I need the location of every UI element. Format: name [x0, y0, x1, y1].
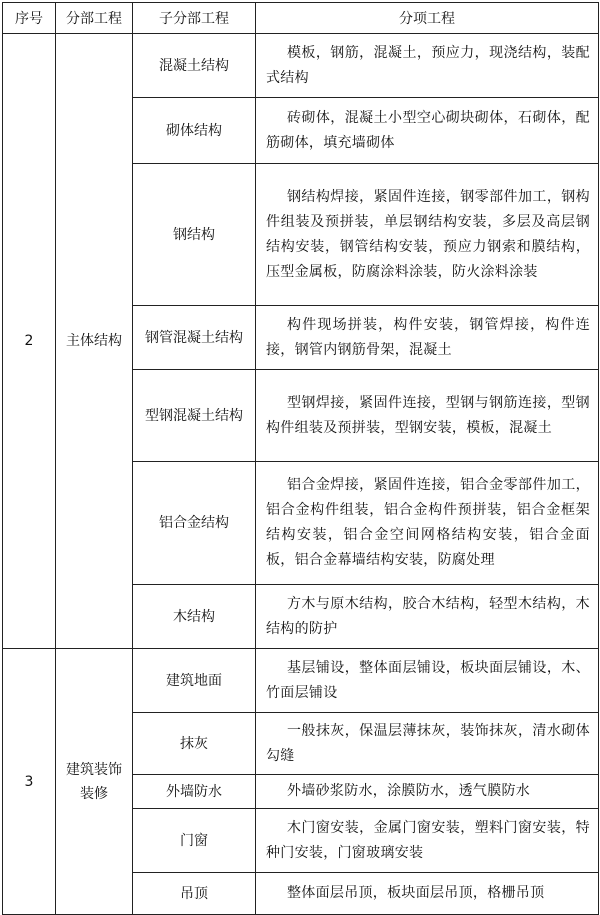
subdivision-cell: 型钢混凝土结构 — [133, 370, 256, 462]
table-row — [3, 649, 599, 713]
item-cell — [256, 873, 599, 915]
item-text: 钢结构焊接，紧固件连接，钢零部件加工，钢构件组装及预拼装，单层钢结构安装，多层及高层钢结构安装，钢管结构安装，预应力钢索和膜结构，压型金属板，防腐涂料涂装，防火涂料涂装 — [266, 188, 590, 280]
item-cell — [256, 713, 599, 775]
item-text: 砖砌体，混凝土小型空心砌块砌体，石砌体，配筋砌体，填充墙砌体 — [266, 109, 590, 151]
subdivision-cell: 外墙防水 — [133, 775, 256, 809]
item-text: 整体面层吊顶，板块面层吊顶，格栅吊顶 — [287, 885, 545, 901]
item-cell — [256, 98, 599, 164]
header-item: 分项工程 — [256, 3, 599, 34]
item-cell — [256, 775, 599, 809]
item-cell — [256, 34, 599, 98]
item-cell — [256, 462, 599, 585]
serial-number-cell: 2 — [3, 34, 56, 649]
subdivision-cell: 建筑地面 — [133, 649, 256, 713]
subdivision-cell: 吊顶 — [133, 873, 256, 915]
item-cell — [256, 164, 599, 306]
item-text: 型钢焊接，紧固件连接，型钢与钢筋连接，型钢构件组装及预拼装，型钢安装，模板，混凝土 — [266, 394, 590, 436]
subdivision-cell: 铝合金结构 — [133, 462, 256, 585]
item-cell — [256, 585, 599, 649]
item-text: 模板，钢筋，混凝土，预应力，现浇结构，装配式结构 — [266, 44, 590, 86]
item-text: 外墙砂浆防水，涂膜防水，透气膜防水 — [287, 783, 531, 799]
item-text: 方木与原木结构，胶合木结构，轻型木结构，木结构的防护 — [266, 595, 590, 637]
subdivision-cell: 钢管混凝土结构 — [133, 306, 256, 370]
item-cell — [256, 306, 599, 370]
engineering-division-table — [2, 2, 599, 915]
subdivision-cell: 砌体结构 — [133, 98, 256, 164]
subdivision-cell: 混凝土结构 — [133, 34, 256, 98]
header-serial-number: 序号 — [3, 3, 56, 34]
item-cell — [256, 649, 599, 713]
division-cell: 主体结构 — [56, 34, 133, 649]
subdivision-cell: 木结构 — [133, 585, 256, 649]
subdivision-cell: 钢结构 — [133, 164, 256, 306]
item-cell — [256, 370, 599, 462]
item-text: 木门窗安装，金属门窗安装，塑料门窗安装，特种门安装，门窗玻璃安装 — [266, 819, 590, 861]
item-text: 基层铺设，整体面层铺设，板块面层铺设，木、竹面层铺设 — [266, 659, 590, 701]
item-cell — [256, 809, 599, 873]
item-text: 铝合金焊接，紧固件连接，铝合金零部件加工，铝合金构件组装，铝合金构件预拼装，铝合金框架结构安装，铝合金空间网格结构安装，铝合金面板，铝合金幕墙结构安装，防腐处理 — [266, 477, 590, 568]
subdivision-cell: 门窗 — [133, 809, 256, 873]
subdivision-cell: 抹灰 — [133, 713, 256, 775]
header-subdivision: 子分部工程 — [133, 3, 256, 34]
header-division: 分部工程 — [56, 3, 133, 34]
division-cell: 建筑装饰装修 — [56, 649, 133, 915]
serial-number-cell: 3 — [3, 649, 56, 915]
table-row — [3, 34, 599, 98]
header-row — [3, 3, 599, 34]
item-text: 一般抹灰，保温层薄抹灰，装饰抹灰，清水砌体勾缝 — [266, 722, 590, 764]
item-text: 构件现场拼装，构件安装，钢管焊接，构件连接，钢管内钢筋骨架，混凝土 — [266, 316, 590, 358]
